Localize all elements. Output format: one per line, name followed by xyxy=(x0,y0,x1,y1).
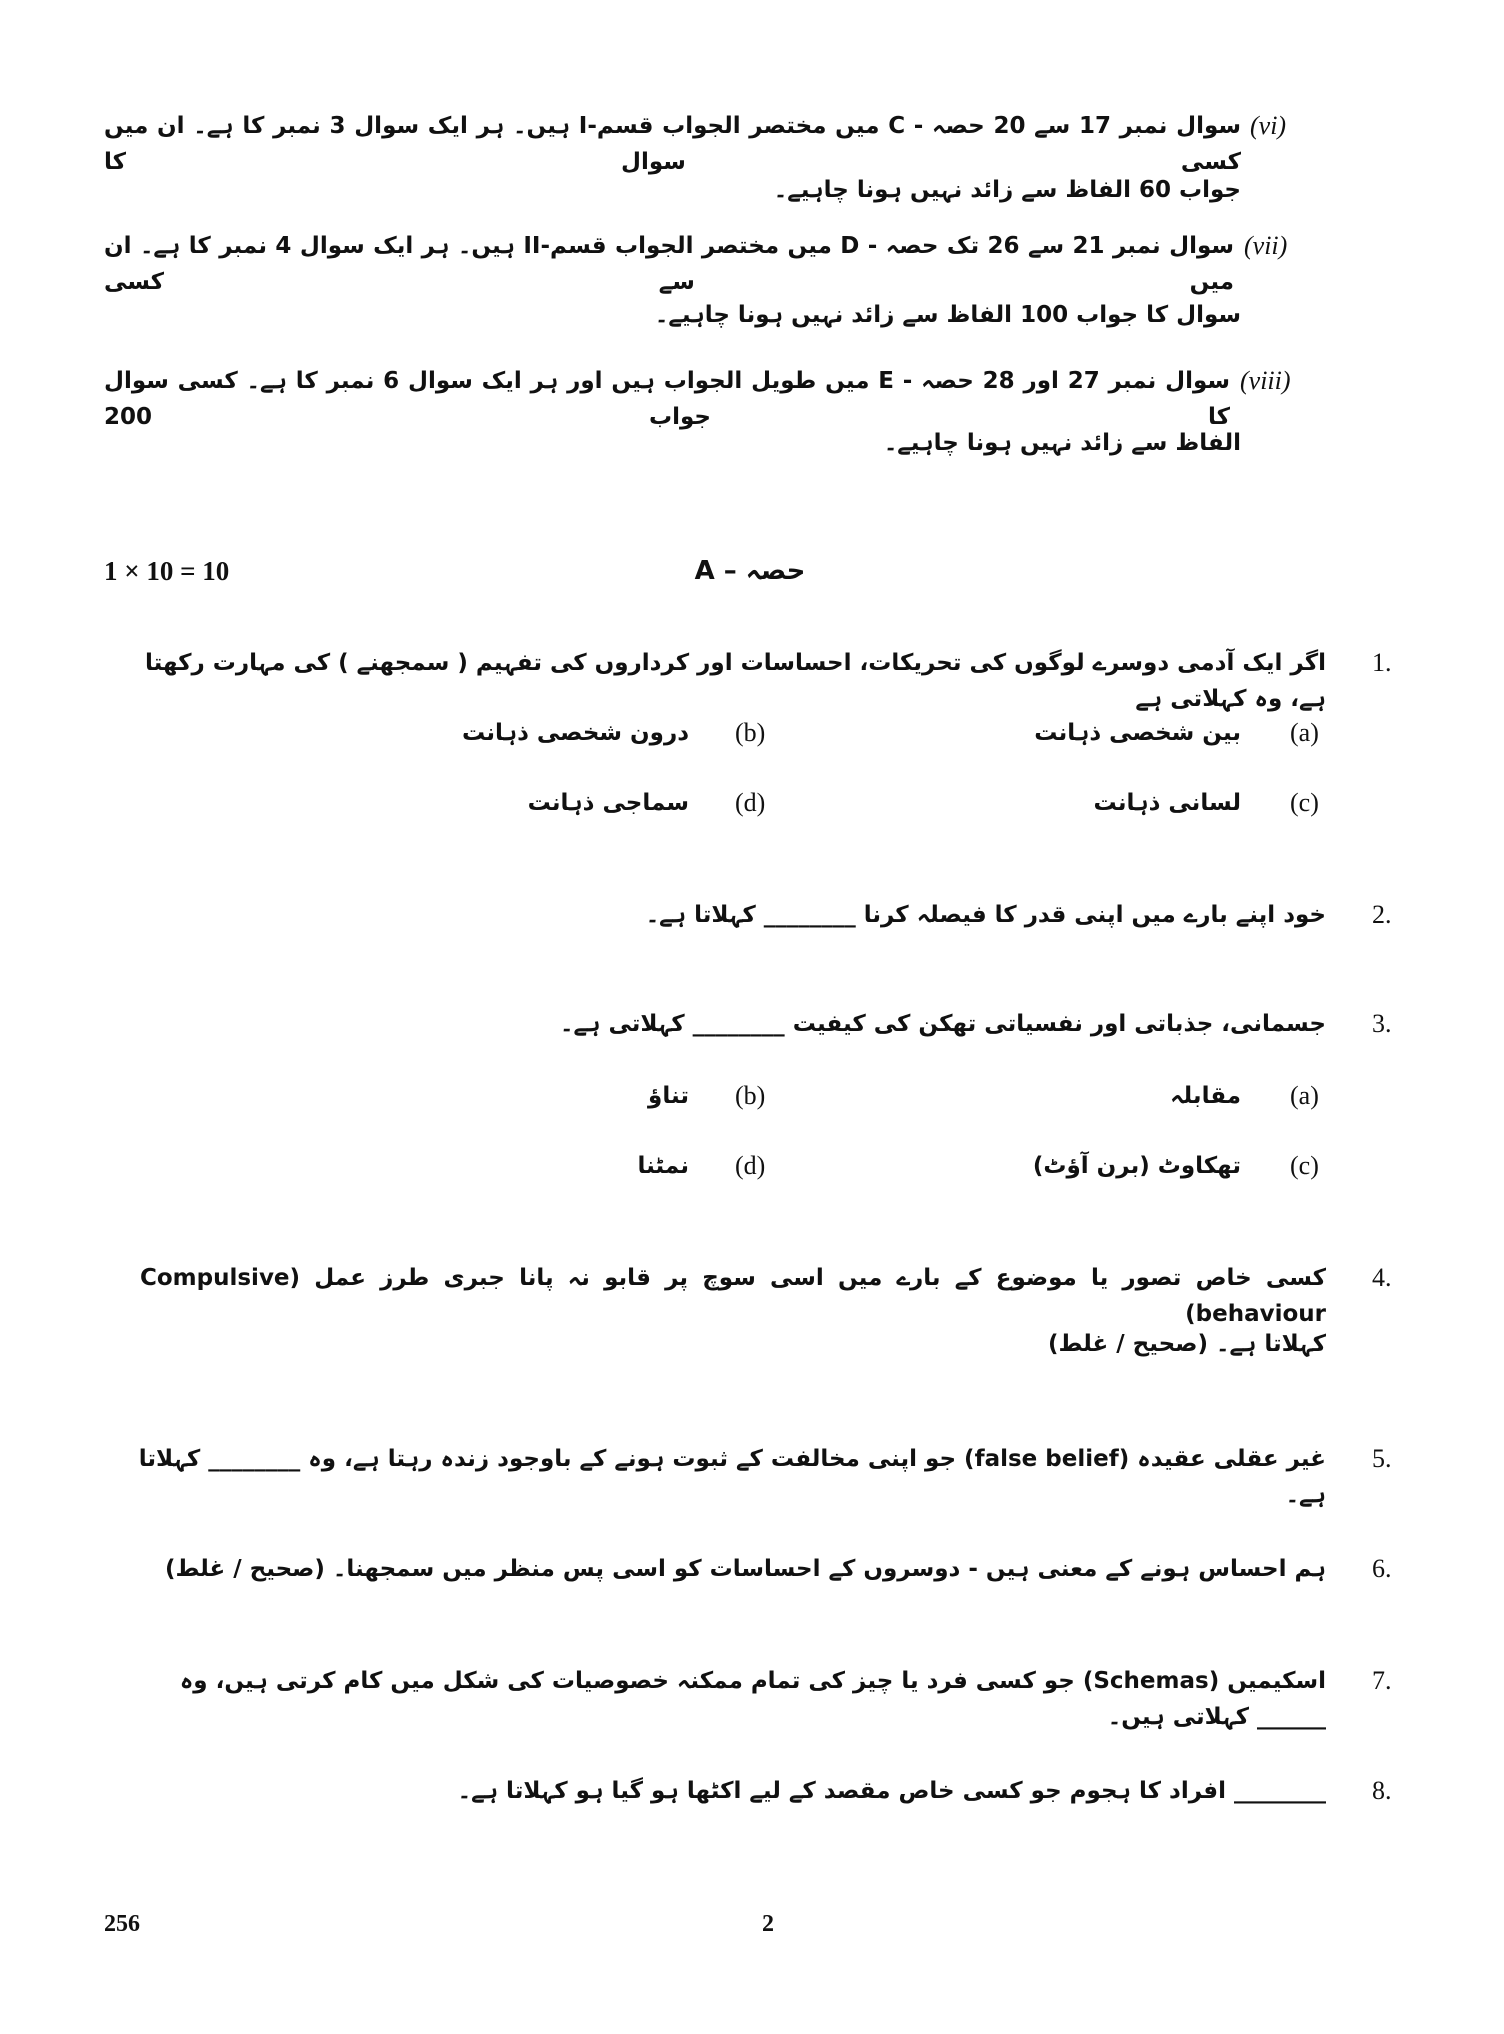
question-4-line-1: کسی خاص تصور یا موضوع کے بارے میں اسی سوچ پر قابو نہ پانا جبری طرز عمل (Compulsive behaviour) xyxy=(140,1265,1326,1327)
question-8-text: ________ افراد کا ہجوم جو کسی خاص مقصد کے لیے اکٹھا ہو گیا ہو کہلاتا ہے۔ xyxy=(457,1778,1326,1804)
option-key: (b) xyxy=(735,1081,766,1110)
option-text: بین شخصی ذہانت xyxy=(1034,720,1241,746)
instruction-label-vi: (vi) xyxy=(1250,111,1287,140)
instruction-viii-line-2: الفاظ سے زائد نہیں ہونا چاہیے۔ xyxy=(883,430,1241,456)
question-number-4: 4. xyxy=(1372,1263,1392,1292)
option-text: سماجی ذہانت xyxy=(527,790,689,816)
option-text: نمٹنا xyxy=(637,1153,689,1179)
question-number-3: 3. xyxy=(1372,1009,1392,1038)
question-number-1: 1. xyxy=(1372,648,1392,677)
instruction-vii-line-1: سوال نمبر 21 سے 26 تک حصہ - D میں مختصر الجواب قسم-II ہیں۔ ہر ایک سوال 4 نمبر کا ہے۔ ان میں سے کسی xyxy=(104,233,1235,295)
option-key: (a) xyxy=(1290,1081,1319,1110)
option-key: (d) xyxy=(735,1151,766,1180)
option-text: مقابلہ xyxy=(1170,1083,1241,1109)
question-number-8: 8. xyxy=(1372,1776,1392,1805)
option-text: لسانی ذہانت xyxy=(1093,790,1241,816)
question-1-text: اگر ایک آدمی دوسرے لوگوں کی تحریکات، احساسات اور کرداروں کی تفہیم ( سمجھنے ) کی مہارت رکھتا ہے، وہ کہلاتی ہے xyxy=(144,650,1326,712)
page-number: 2 xyxy=(762,1911,774,1937)
option-key: (a) xyxy=(1290,718,1319,747)
option-text: تھکاوٹ (برن آؤٹ) xyxy=(1032,1153,1241,1179)
option-key: (b) xyxy=(735,718,766,747)
option-key: (c) xyxy=(1290,788,1319,817)
question-number-7: 7. xyxy=(1372,1666,1392,1695)
option-text: درون شخصی ذہانت xyxy=(461,720,689,746)
instruction-vii-line-2: سوال کا جواب 100 الفاظ سے زائد نہیں ہونا چاہیے۔ xyxy=(654,302,1241,328)
question-5-text: غیر عقلی عقیدہ (false belief) جو اپنی مخالفت کے ثبوت ہونے کے باوجود زندہ رہتا ہے، وہ ________ کہلاتا ہے۔ xyxy=(138,1446,1326,1508)
instruction-label-vii: (vii) xyxy=(1244,231,1288,260)
instruction-label-viii: (viii) xyxy=(1240,366,1291,395)
option-key: (d) xyxy=(735,788,766,817)
instruction-viii-line-1: سوال نمبر 27 اور 28 حصہ - E میں طویل الجواب ہیں اور ہر ایک سوال 6 نمبر کا ہے۔ کسی سوال کا جواب 200 xyxy=(104,368,1230,430)
question-4-line-2: کہلاتا ہے۔ (صحیح / غلط) xyxy=(1048,1331,1326,1357)
section-marks: 1 × 10 = 10 xyxy=(104,556,230,586)
question-number-5: 5. xyxy=(1372,1444,1392,1473)
instruction-vi-line-2: جواب 60 الفاظ سے زائد نہیں ہونا چاہیے۔ xyxy=(773,177,1241,203)
option-text: تناؤ xyxy=(648,1083,689,1109)
question-number-2: 2. xyxy=(1372,900,1392,929)
question-2-text: خود اپنے بارے میں اپنی قدر کا فیصلہ کرنا ________ کہلاتا ہے۔ xyxy=(645,902,1326,928)
question-3-text: جسمانی، جذباتی اور نفسیاتی تھکن کی کیفیت ________ کہلاتی ہے۔ xyxy=(560,1011,1326,1037)
question-7-text: اسکیمیں (Schemas) جو کسی فرد یا چیز کی تمام ممکنہ خصوصیات کی شکل میں کام کرتی ہیں، وہ ______ کہلاتی ہیں۔ xyxy=(179,1668,1326,1730)
paper-code: 256 xyxy=(104,1911,140,1937)
question-number-6: 6. xyxy=(1372,1554,1392,1583)
section-title: حصہ – A xyxy=(694,556,806,586)
option-key: (c) xyxy=(1290,1151,1319,1180)
instruction-vi-line-1: سوال نمبر 17 سے 20 حصہ - C میں مختصر الجواب قسم-I ہیں۔ ہر ایک سوال 3 نمبر کا ہے۔ ان میں کسی سوال کا xyxy=(104,113,1242,175)
question-6-text: ہم احساس ہونے کے معنی ہیں - دوسروں کے احساسات کو اسی پس منظر میں سمجھنا۔ (صحیح / غلط) xyxy=(164,1556,1326,1582)
